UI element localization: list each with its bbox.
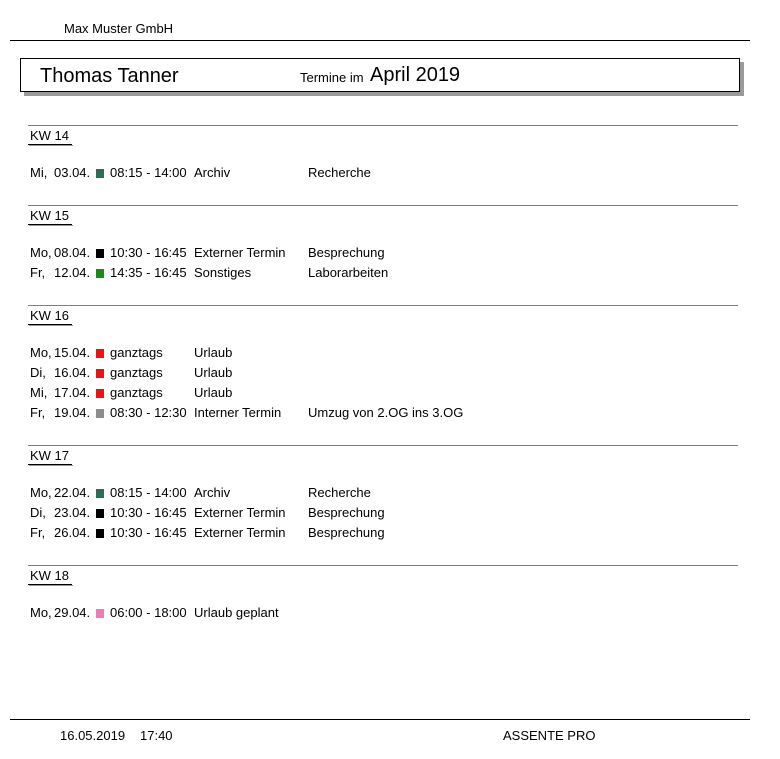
time-range: 08:15 - 14:00	[110, 485, 187, 500]
weekday: Mi,	[30, 385, 48, 400]
week-separator	[28, 305, 738, 306]
week-underline	[28, 324, 72, 325]
description: Recherche	[308, 485, 371, 500]
weekday: Di,	[30, 505, 46, 520]
time-range: ganztags	[110, 385, 163, 400]
week-underline	[28, 144, 72, 145]
category-color-square	[96, 609, 104, 618]
date: 12.04.	[54, 265, 91, 280]
week-separator	[28, 125, 738, 126]
category-color-square	[96, 529, 104, 538]
category-color-square	[96, 349, 104, 358]
week-label: KW 18	[30, 568, 70, 583]
week-label: KW 16	[30, 308, 70, 323]
time-range: 10:30 - 16:45	[110, 505, 187, 520]
week-label: KW 14	[30, 128, 70, 143]
week-underline	[28, 224, 72, 225]
category: Archiv	[194, 165, 231, 180]
weekday: Fr,	[30, 265, 46, 280]
time-range: 06:00 - 18:00	[110, 605, 187, 620]
description: Besprechung	[308, 505, 385, 520]
title-month: April 2019	[370, 64, 461, 86]
category-color-square	[96, 509, 104, 518]
week-separator	[28, 565, 738, 566]
date: 23.04.	[54, 505, 91, 520]
category: Urlaub	[194, 365, 233, 380]
description: Laborarbeiten	[308, 265, 389, 280]
app-name: ASSENTE PRO	[503, 728, 596, 743]
category: Urlaub geplant	[194, 605, 279, 620]
weekday: Mo,	[30, 245, 52, 260]
title-box	[20, 58, 740, 92]
weekday: Mo,	[30, 485, 52, 500]
category-color-square	[96, 489, 104, 498]
employee-name: Thomas Tanner	[40, 65, 179, 87]
print-date: 16.05.2019	[60, 728, 126, 743]
time-range: 08:30 - 12:30	[110, 405, 187, 420]
week-underline	[28, 464, 72, 465]
description: Umzug von 2.OG ins 3.OG	[308, 405, 464, 420]
description: Recherche	[308, 165, 371, 180]
time-range: 10:30 - 16:45	[110, 245, 187, 260]
time-range: ganztags	[110, 365, 163, 380]
category-color-square	[96, 409, 104, 418]
description: Besprechung	[308, 525, 385, 540]
week-underline	[28, 584, 72, 585]
date: 22.04.	[54, 485, 91, 500]
print-time: 17:40	[140, 728, 173, 743]
category-color-square	[96, 389, 104, 398]
title-prefix: Termine im	[300, 70, 364, 85]
week-separator	[28, 205, 738, 206]
week-separator	[28, 445, 738, 446]
category: Archiv	[194, 485, 231, 500]
category: Interner Termin	[194, 405, 282, 420]
weekday: Mo,	[30, 605, 52, 620]
weekday: Fr,	[30, 525, 46, 540]
time-range: 14:35 - 16:45	[110, 265, 187, 280]
category-color-square	[96, 249, 104, 258]
category: Urlaub	[194, 385, 233, 400]
date: 26.04.	[54, 525, 91, 540]
date: 08.04.	[54, 245, 91, 260]
category: Sonstiges	[194, 265, 252, 280]
category: Externer Termin	[194, 245, 286, 260]
weekday: Mo,	[30, 345, 52, 360]
date: 29.04.	[54, 605, 91, 620]
category: Externer Termin	[194, 525, 286, 540]
weekday: Di,	[30, 365, 46, 380]
time-range: 08:15 - 14:00	[110, 165, 187, 180]
description: Besprechung	[308, 245, 385, 260]
weekday: Mi,	[30, 165, 48, 180]
weekday: Fr,	[30, 405, 46, 420]
time-range: ganztags	[110, 345, 163, 360]
week-label: KW 15	[30, 208, 70, 223]
date: 03.04.	[54, 165, 91, 180]
date: 17.04.	[54, 385, 91, 400]
week-label: KW 17	[30, 448, 70, 463]
footer-rule	[10, 719, 750, 720]
date: 16.04.	[54, 365, 91, 380]
company-name: Max Muster GmbH	[64, 21, 174, 36]
date: 15.04.	[54, 345, 91, 360]
category: Urlaub	[194, 345, 233, 360]
date: 19.04.	[54, 405, 91, 420]
category: Externer Termin	[194, 505, 286, 520]
header-rule	[10, 40, 750, 41]
category-color-square	[96, 369, 104, 378]
time-range: 10:30 - 16:45	[110, 525, 187, 540]
category-color-square	[96, 169, 104, 178]
category-color-square	[96, 269, 104, 278]
